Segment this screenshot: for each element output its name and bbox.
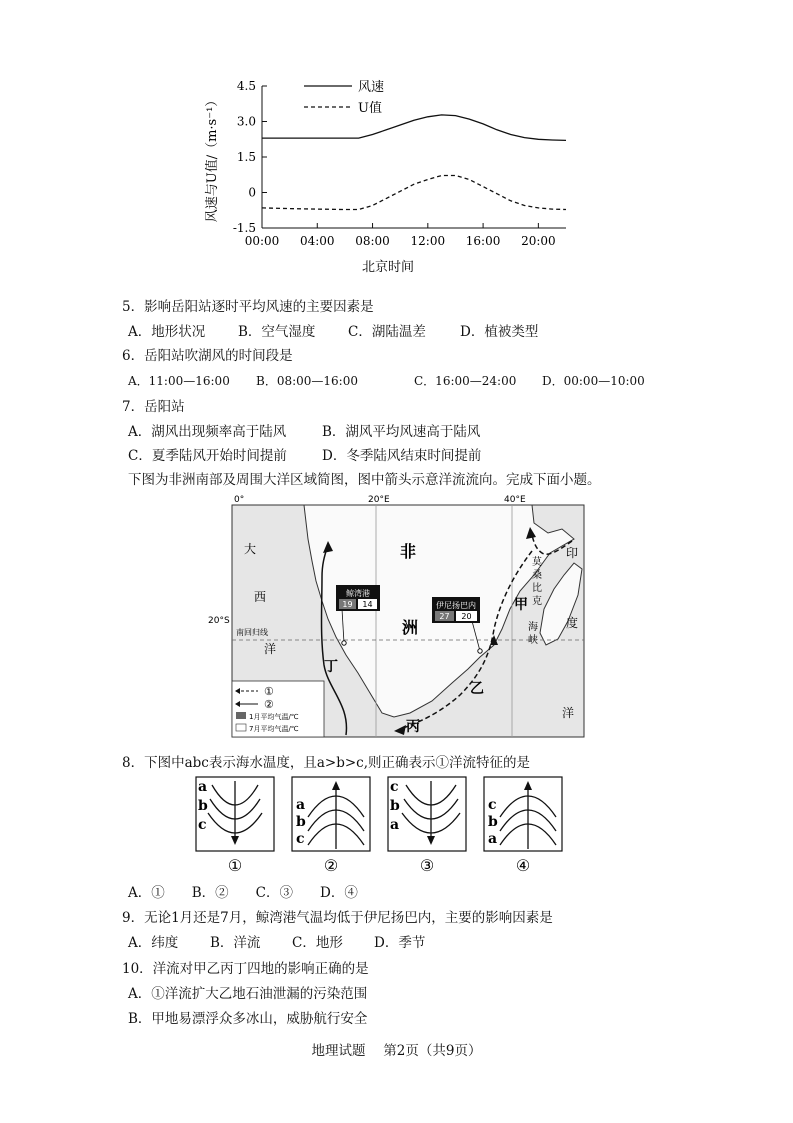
lon-40-label: 40°E xyxy=(504,495,526,505)
d4-b: b xyxy=(488,814,498,830)
diagram-4 xyxy=(484,777,562,875)
label-yi: 乙 xyxy=(470,681,484,697)
page-footer: 地理试题 第2页（共9页） xyxy=(311,1043,482,1059)
q6-option-c[interactable]: C．16:00—24:00 xyxy=(414,374,517,388)
q5-stem: 5．影响岳阳站逐时平均风速的主要因素是 xyxy=(122,299,374,315)
legend-jan: 1月平均气温/℃ xyxy=(249,713,299,721)
q6-option-b[interactable]: B．08:00—16:00 xyxy=(256,374,358,388)
y-tick-label: 4.5 xyxy=(236,79,256,93)
d2-c: c xyxy=(296,831,305,847)
q7-option-a[interactable]: A．湖风出现频率高于陆风 xyxy=(128,424,287,440)
q9-option-a[interactable]: A．纬度 xyxy=(128,935,179,951)
x-tick-label: 08:00 xyxy=(355,234,390,248)
q5-option-b[interactable]: B．空气湿度 xyxy=(238,324,316,340)
d3-b: b xyxy=(390,798,400,814)
label-bing: 丙 xyxy=(406,719,420,735)
q8-stem: 8．下图中abc表示海水温度，且a>b>c,则正确表示①洋流特征的是 xyxy=(122,755,531,771)
q7-option-b[interactable]: B．湖风平均风速高于陆风 xyxy=(322,424,481,440)
atlantic-3: 洋 xyxy=(264,642,277,656)
moz-1: 莫 xyxy=(532,557,542,568)
lat-20-label: 20°S xyxy=(208,616,230,626)
y-tick-label: 0 xyxy=(248,185,256,200)
q7-option-c[interactable]: C．夏季陆风开始时间提前 xyxy=(128,448,287,464)
x-tick-label: 16:00 xyxy=(465,234,501,248)
diagram-2 xyxy=(292,777,370,875)
legend-c1: ① xyxy=(264,685,274,698)
whale-bay-jul: 14 xyxy=(362,600,373,609)
q8-diagrams xyxy=(192,775,572,875)
whale-bay-point xyxy=(342,641,346,645)
africa-map xyxy=(208,493,587,743)
moz-2: 桑 xyxy=(532,570,542,581)
label-jia: 甲 xyxy=(514,597,528,613)
caption-1: ① xyxy=(227,856,243,875)
d2-a: a xyxy=(296,797,306,813)
q8-options[interactable]: A．① B．② C．③ D．④ xyxy=(128,885,358,901)
x-tick-label: 20:00 xyxy=(521,234,556,248)
q6-stem: 6．岳阳站吹湖风的时间段是 xyxy=(122,348,293,364)
d4-c: c xyxy=(488,797,497,813)
d4-a: a xyxy=(488,831,498,847)
whale-bay-name: 鲸湾港 xyxy=(346,589,370,598)
africa-1: 非 xyxy=(400,542,417,561)
diagram-1 xyxy=(196,777,274,875)
moz-4: 克 xyxy=(532,596,542,607)
atlantic-2: 西 xyxy=(254,590,267,604)
q9-option-c[interactable]: C．地形 xyxy=(292,935,343,951)
indian-3: 洋 xyxy=(562,706,575,720)
caption-2: ② xyxy=(323,856,339,875)
y-tick-label: 3.0 xyxy=(236,114,256,129)
inhambane-point xyxy=(478,649,482,653)
q7-option-d[interactable]: D．冬季陆风结束时间提前 xyxy=(322,448,482,464)
diagram-3 xyxy=(388,777,466,875)
d1-a: a xyxy=(198,779,208,795)
tropic-label: 南回归线 xyxy=(236,628,268,637)
lon-0-label: 0° xyxy=(234,495,245,505)
wind-speed-line xyxy=(262,115,566,140)
d3-a: a xyxy=(390,817,400,833)
x-tick-label: 12:00 xyxy=(410,234,446,248)
moz-3: 比 xyxy=(532,583,542,594)
d3-c: c xyxy=(390,779,399,795)
q6-option-a[interactable]: A．11:00—16:00 xyxy=(128,374,230,388)
u-value-line xyxy=(262,176,566,210)
caption-3: ③ xyxy=(419,856,435,875)
q9-stem: 9．无论1月还是7月，鲸湾港气温均低于伊尼扬巴内，主要的影响因素是 xyxy=(122,910,553,926)
map-intro: 下图为非洲南部及周围大洋区域简图，图中箭头示意洋流流向。完成下面小题。 xyxy=(128,472,601,488)
q5-option-a[interactable]: A．地形状况 xyxy=(128,324,206,340)
x-tick-label: 00:00 xyxy=(244,234,280,248)
x-axis-label: 北京时间 xyxy=(361,260,415,275)
moz-6: 峡 xyxy=(528,635,538,646)
label-ding: 丁 xyxy=(324,659,338,675)
legend-c2: ② xyxy=(264,698,274,711)
y-tick-label: 1.5 xyxy=(236,150,256,164)
q10-stem: 10．洋流对甲乙丙丁四地的影响正确的是 xyxy=(122,961,369,977)
q5-option-c[interactable]: C．湖陆温差 xyxy=(348,324,426,340)
q7-stem: 7．岳阳站 xyxy=(122,399,185,415)
legend-wind: 风速 xyxy=(358,80,385,95)
q5-option-d[interactable]: D．植被类型 xyxy=(460,324,539,340)
lon-20-label: 20°E xyxy=(368,495,390,505)
legend-u: U值 xyxy=(358,101,382,116)
caption-4: ④ xyxy=(515,856,531,875)
d1-b: b xyxy=(198,798,208,814)
y-axis-label: 风速与U值/（m·s⁻¹） xyxy=(205,93,220,223)
moz-5: 海 xyxy=(528,622,538,633)
wind-chart xyxy=(200,70,580,280)
indian-2: 度 xyxy=(566,616,579,630)
q9-option-b[interactable]: B．洋流 xyxy=(210,935,261,951)
inhambane-name: 伊尼扬巴内 xyxy=(436,601,476,610)
inhambane-jan: 27 xyxy=(439,612,450,621)
legend-jul: 7月平均气温/℃ xyxy=(249,725,299,733)
africa-2: 洲 xyxy=(402,618,419,637)
atlantic-1: 大 xyxy=(244,542,257,556)
whale-bay-jan: 19 xyxy=(342,600,353,609)
q10-option-b[interactable]: B．甲地易漂浮众多冰山，威胁航行安全 xyxy=(128,1011,368,1027)
q6-option-d[interactable]: D．00:00—10:00 xyxy=(542,374,645,388)
inhambane-jul: 20 xyxy=(461,612,472,621)
x-tick-label: 04:00 xyxy=(299,234,335,248)
d1-c: c xyxy=(198,817,207,833)
q9-option-d[interactable]: D．季节 xyxy=(374,935,426,951)
y-tick-label: -1.5 xyxy=(232,221,256,235)
q10-option-a[interactable]: A．①洋流扩大乙地石油泄漏的污染范围 xyxy=(128,986,368,1002)
indian-1: 印 xyxy=(566,546,579,560)
d2-b: b xyxy=(296,814,306,830)
